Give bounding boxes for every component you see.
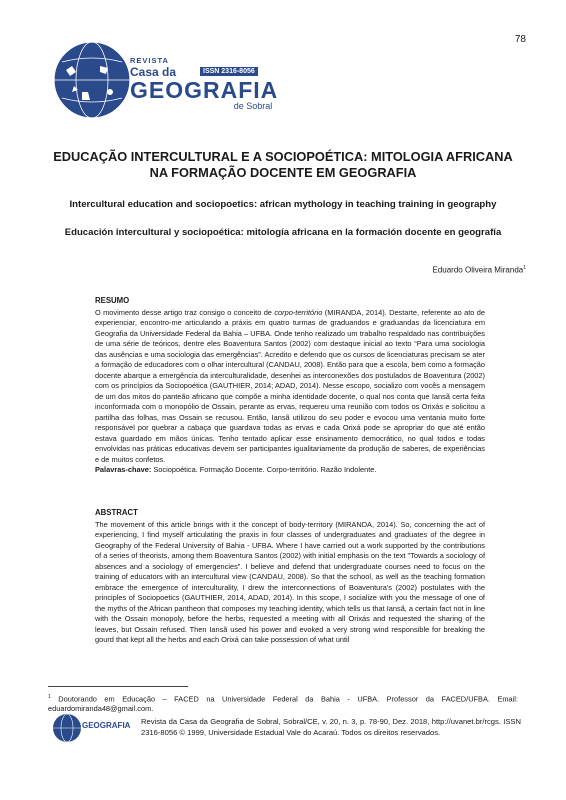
logo-de-sobral: de Sobral [233, 101, 273, 111]
footer-globe-icon [52, 713, 82, 743]
resumo-section [95, 296, 485, 476]
page-number: 78 [514, 34, 526, 45]
journal-logo-text [130, 56, 278, 111]
keywords-line [95, 465, 485, 476]
footer-citation: Revista da Casa da Geografia de Sobral, Sobral/CE, v. 20, n. 3, p. 78-90, Dez. 2018, http://uvanet.br/rcgs. ISSN 2316-8056 © 1999, Universidade Estadual Vale do Acaraú. Todos os direitos reservados. [141, 717, 521, 737]
resumo-italic-term: corpo-território [274, 307, 323, 317]
resumo-body [95, 308, 485, 466]
author-footnote-mark: 1 [523, 265, 526, 271]
footnote-text: Doutorando em Educação – FACED na Universidade Federal da Bahia - UFBA. Professor da FACED/UFBA. Email: eduardomiranda48@gmail.com. [48, 694, 518, 714]
abstract-section [95, 508, 485, 646]
title-line-1: EDUCAÇÃO INTERCULTURAL E A SOCIOPOÉTICA: MITOLOGIA AFRICANA [53, 149, 513, 164]
author-line [433, 265, 527, 275]
keywords-label: Palavras-chave: [95, 465, 152, 474]
resumo-text-rest: (MIRANDA, 2014). Destarte, referente ao ato de experienciar, encontro-me articulando a práxis em quatro turmas de graduandos e graduandas da licenciatura em Geografia da Universidade Federal da Bahia – UFBA. Onde tenho realizado um trabalho respaldado nas contribuições de uma série de teóricos, dentre eles Boaventura Santos (2002) com destaque inicial ao texto “Para uma sociologia das ausências e uma sociologia das emergências”. Acredito e defendo que os cursos de licenciaturas precisam se ater a formação de educadores com o olhar intercultural (CANDAU, 2008). Então para que a escola, bem como a formação docente abarque a emergência da interculturalidade, desenhei as interconexões dos postulados de Boaventura (2002) com os princípios da Sociopoética (GAUTHIER, 2014; ADAD, 2014). Nesse escopo, socializo com vocês a mensagem de um dos mitos do panteão africano que compõe a minha identidade docente, o qual nos conta que Iansã certa feita inconformada com o monopólio de Ossain, perante as ervas, requereu uma reunião com todos os Orixás e solicitou a partilha das folhas, mas Ossain se recusou. Então, Iansã utilizou do seu poder e evocou uma ventania muito forte responsável por quebrar a cabaça que guardava todas as ervas e cada Orixá pode se apropriar do que até então estava guardado em mãos únicas. Tenho tentado aplicar esse ensinamento democrático, no qual todos e todas envolvidas nas práticas educativas devem ser participantes igualitariamente da produção de saberes, de experiências e de muitos confetos. [95, 307, 485, 464]
resumo-text-start: O movimento desse artigo traz consigo o conceito de [95, 307, 275, 317]
subtitle-english: Intercultural education and sociopoetics: african mythology in teaching training in geography [69, 199, 497, 210]
subtitle-spanish: Educación intercultural y sociopoética: mitología africana en la formación docente en geografía [64, 227, 502, 238]
keywords-list: Sociopoética. Formação Docente. Corpo-território. Razão Indolente. [153, 465, 377, 474]
logo-casa-da: Casa da [130, 65, 177, 79]
logo-geografia: GEOGRAFIA [130, 77, 279, 103]
footnote [48, 692, 518, 714]
abstract-body: The movement of this article brings with it the concept of body-territory (MIRANDA, 2014). So, concerning the act of experiencing, I find myself articulating the praxis in four classes of undergraduates and graduates of the degree in Geography of the Federal University of Bahia - UFBA. Where I have carried out a work supported by the contributions of a series of theorists, among them Boaventura Santos (2002) with initial emphasis on the text "Towards a sociology of absences and a sociology of emergencies". I believe and defend that undergraduate courses need to focus on the training of educators with an intercultural view (CANDAU, 2008). So that the school, as well as the teaching formation embrace the emergence of interculturality, I drew the interconnections of Boaventura's (2002) postulates with the principles of Sociopoetics (GAUTHIER, 2014, ADAD, 2014). In this scope, I socialize with you the message of one of the myths of the African pantheon that composes my teaching identity, which tells us that Iansã, a certain fact not in line with the Ossain monopoly, before the herbs, requested a meeting with all Orixás and requested the sharing of the leaves, but Ossain refused. Then Iansã used his power and evoked a very strong wind responsible for breaking the gourd that kept all the herbs and each Orixá can take possession of what until [95, 519, 485, 644]
globe-icon [52, 40, 132, 120]
footnote-divider [48, 686, 188, 687]
footer-logo-text: GEOGRAFIA [82, 721, 131, 730]
article-title [40, 149, 526, 181]
abstract-heading: ABSTRACT [95, 508, 138, 517]
logo-issn-badge: ISSN 2316-8056 [200, 67, 258, 76]
author-name: Eduardo Oliveira Miranda [432, 265, 524, 275]
resumo-heading: RESUMO [95, 296, 130, 305]
title-line-2: NA FORMAÇÃO DOCENTE EM GEOGRAFIA [149, 165, 417, 180]
logo-revista: REVISTA [130, 56, 169, 65]
footnote-mark: 1 [48, 694, 51, 700]
